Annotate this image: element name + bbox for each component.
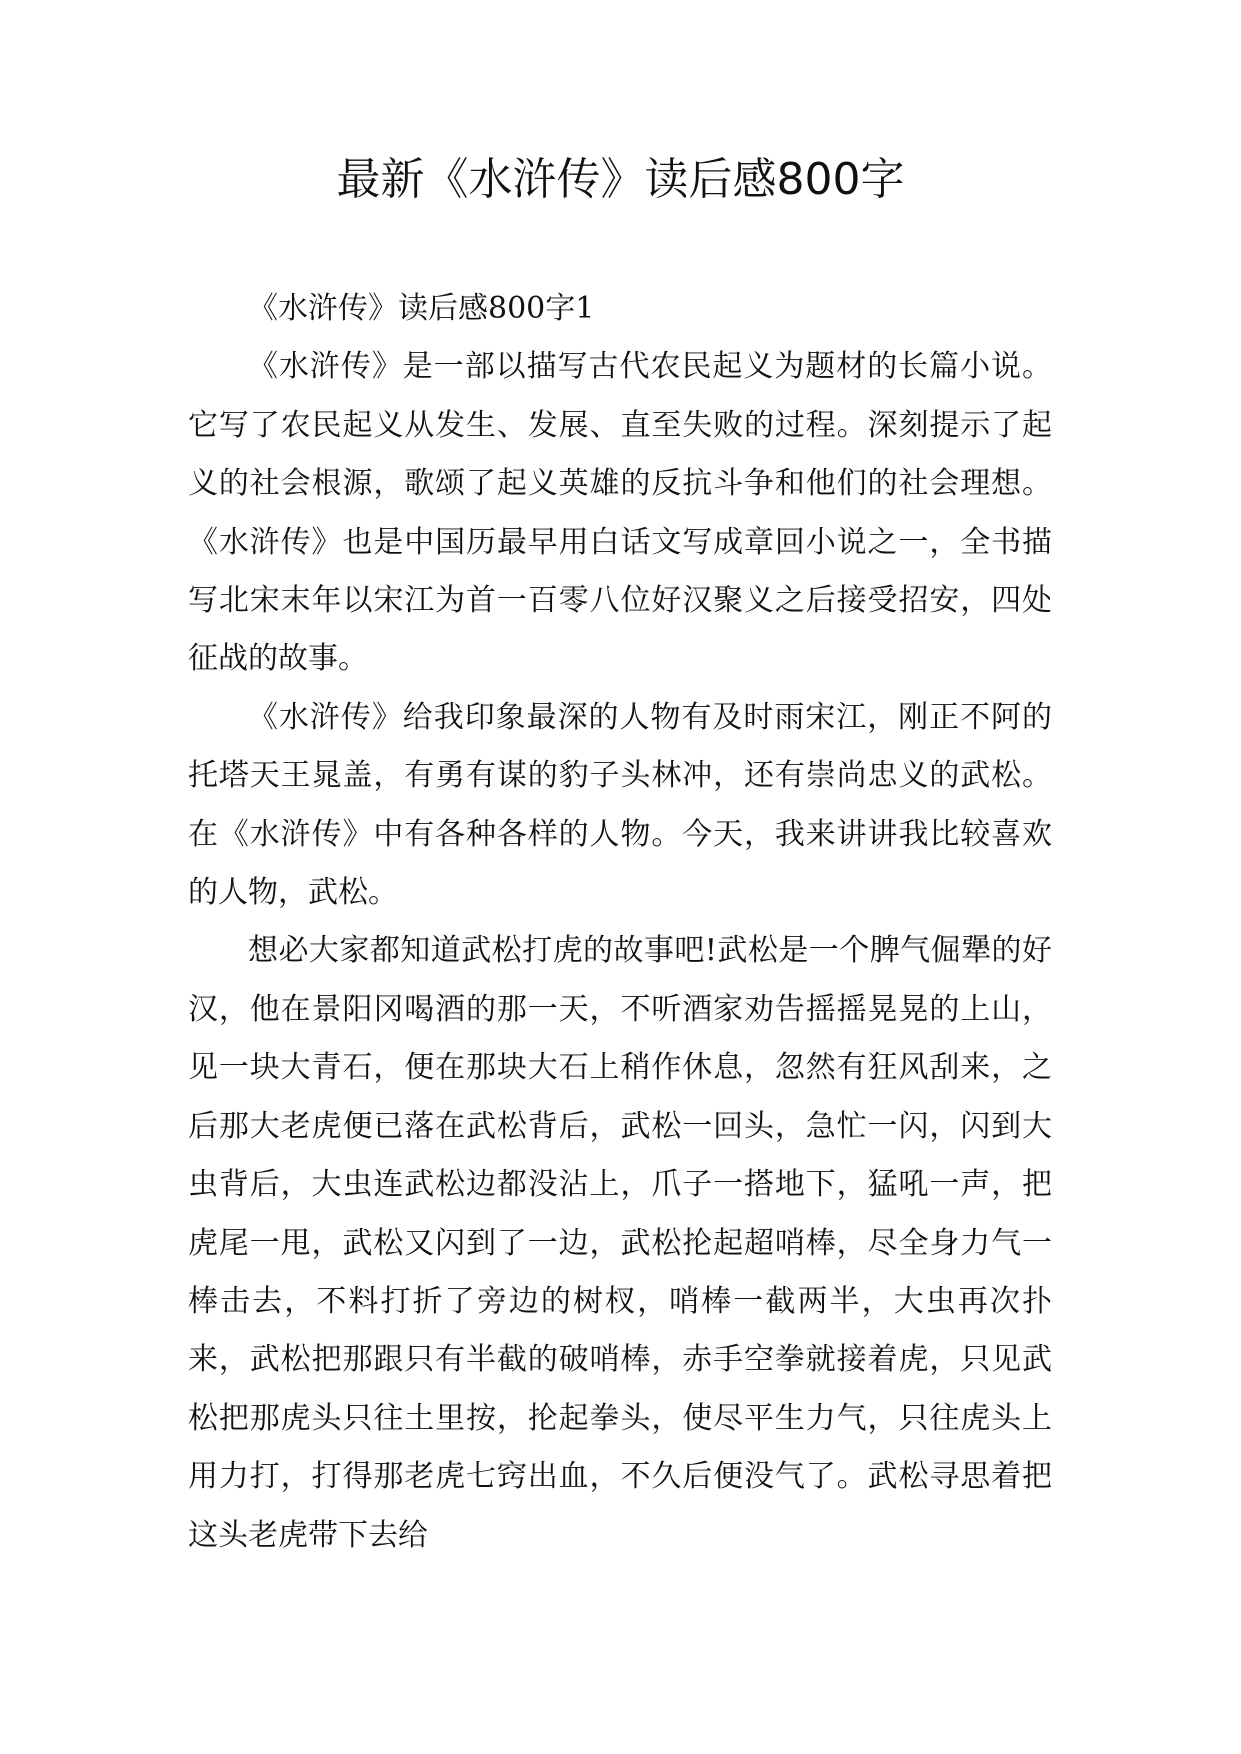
paragraph-1: 《水浒传》是一部以描写古代农民起义为题材的长篇小说。它写了农民起义从发生、发展、直至失败的过程。深刻提示了起义的社会根源，歌颂了起义英雄的反抗斗争和他们的社会理想。《水浒传》也是中国历最早用白话文写成章回小说之一，全书描写北宋末年以宋江为首一百零八位好汉聚义之后接受招安，四处征战的故事。	[188, 349, 1052, 677]
paragraph-3: 想必大家都知道武松打虎的故事吧!武松是一个脾气倔犟的好汉，他在景阳冈喝酒的那一天，不听酒家劝告摇摇晃晃的上山，见一块大青石，便在那块大石上稍作休息，忽然有狂风刮来，之后那大老虎便已落在武松背后，武松一回头，急忙一闪，闪到大虫背后，大虫连武松边都没沾上，爪子一搭地下，猛吼一声，把虎尾一甩，武松又闪到了一边，武松抡起超哨棒，尽全身力气一棒击去，不料打折了旁边的树杈，哨棒一截两半，大虫再次扑来，武松把那跟只有半截的破哨棒，赤手空拳就接着虎，只见武松把那虎头只往土里按，抡起拳头，使尽平生力气，只往虎头上用力打，打得那老虎七窍出血，不久后便没气了。武松寻思着把这头老虎带下去给	[188, 933, 1052, 1553]
document-title: 最新《水浒传》读后感800字	[336, 154, 905, 205]
document-body	[188, 280, 1052, 1565]
section-heading: 《水浒传》读后感800字1	[248, 291, 595, 326]
paragraph-2: 《水浒传》给我印象最深的人物有及时雨宋江，刚正不阿的托塔天王晁盖，有勇有谋的豹子头林冲，还有崇尚忠义的武松。在《水浒传》中有各种各样的人物。今天，我来讲讲我比较喜欢的人物，武松。	[188, 699, 1052, 911]
